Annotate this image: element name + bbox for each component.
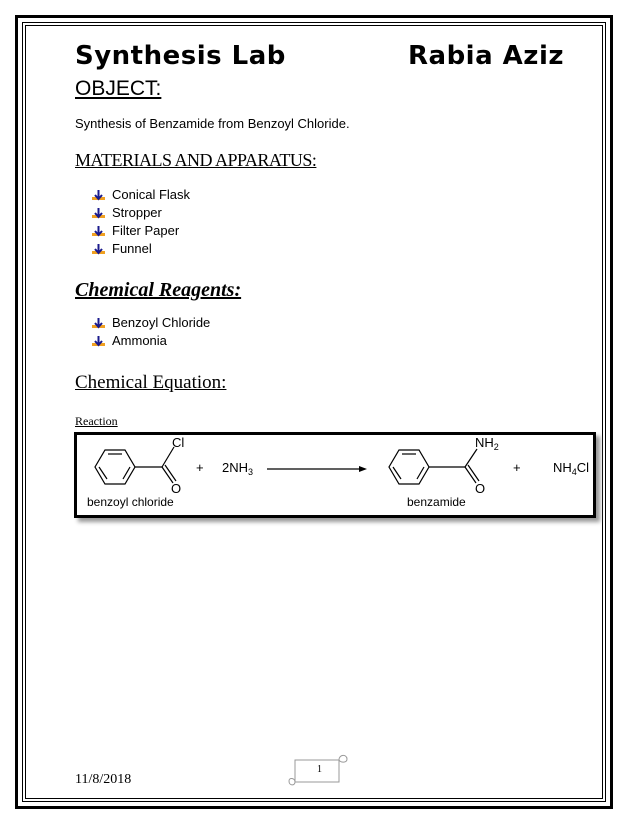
author-name: Rabia Aziz — [408, 41, 564, 71]
list-item — [92, 240, 190, 258]
materials-list — [92, 186, 190, 258]
amine-label: $NH_2$ — [475, 435, 499, 452]
chlorine-label: Cl — [172, 435, 185, 450]
footer-date: 11/8/2018 — [75, 772, 132, 787]
amide-bond — [465, 449, 477, 467]
arrow-down-bullet-icon — [92, 225, 105, 238]
object-text: Synthesis of Benzamide from Benzoyl Chloride. — [75, 116, 350, 131]
ammonium-chloride-label: $NH_4Cl$ — [553, 460, 590, 477]
equation-heading: Chemical Equation: — [75, 372, 227, 393]
oxygen-label-reactant: O — [171, 481, 182, 496]
reagents-list — [92, 314, 210, 350]
plus-sign-1: + — [196, 460, 204, 475]
reactant-name: benzoyl chloride — [87, 495, 174, 509]
list-item — [92, 314, 210, 332]
list-item — [92, 186, 190, 204]
reaction-scheme — [74, 432, 596, 518]
arrow-down-bullet-icon — [92, 189, 105, 202]
page-border-inner-second — [25, 25, 603, 799]
arrow-down-bullet-icon — [92, 317, 105, 330]
reagents-heading: Chemical Reagents: — [75, 279, 242, 301]
list-item-label: Stropper — [112, 205, 162, 220]
reaction-diagram — [77, 435, 593, 515]
list-item-label: Ammonia — [112, 333, 167, 348]
materials-heading: MATERIALS AND APPARATUS: — [75, 150, 317, 170]
ammonia-label: $2NH_3$ — [222, 460, 254, 477]
list-item — [92, 332, 210, 350]
arrow-down-bullet-icon — [92, 335, 105, 348]
list-item — [92, 222, 190, 240]
benzene-ring-reactant — [95, 450, 135, 484]
list-item-label: Benzoyl Chloride — [112, 315, 211, 330]
reaction-arrow-head — [359, 466, 367, 472]
chloride-bond — [162, 447, 174, 467]
oxygen-label-product: O — [475, 481, 486, 496]
aromatic-bond — [393, 467, 401, 479]
list-item — [92, 204, 190, 222]
list-item-label: Funnel — [112, 241, 152, 256]
list-item-label: Conical Flask — [112, 187, 191, 202]
object-heading: OBJECT: — [75, 77, 162, 100]
reaction-label: Reaction — [75, 414, 118, 428]
product-name: benzamide — [407, 495, 466, 509]
aromatic-bond — [99, 467, 107, 479]
arrow-down-bullet-icon — [92, 243, 105, 256]
list-item-label: Filter Paper — [112, 223, 180, 238]
plus-sign-2: + — [513, 460, 521, 475]
arrow-down-bullet-icon — [92, 207, 105, 220]
benzene-ring-product — [389, 450, 429, 484]
lab-title: Synthesis Lab — [75, 41, 286, 71]
page-number: 1 — [317, 764, 322, 775]
